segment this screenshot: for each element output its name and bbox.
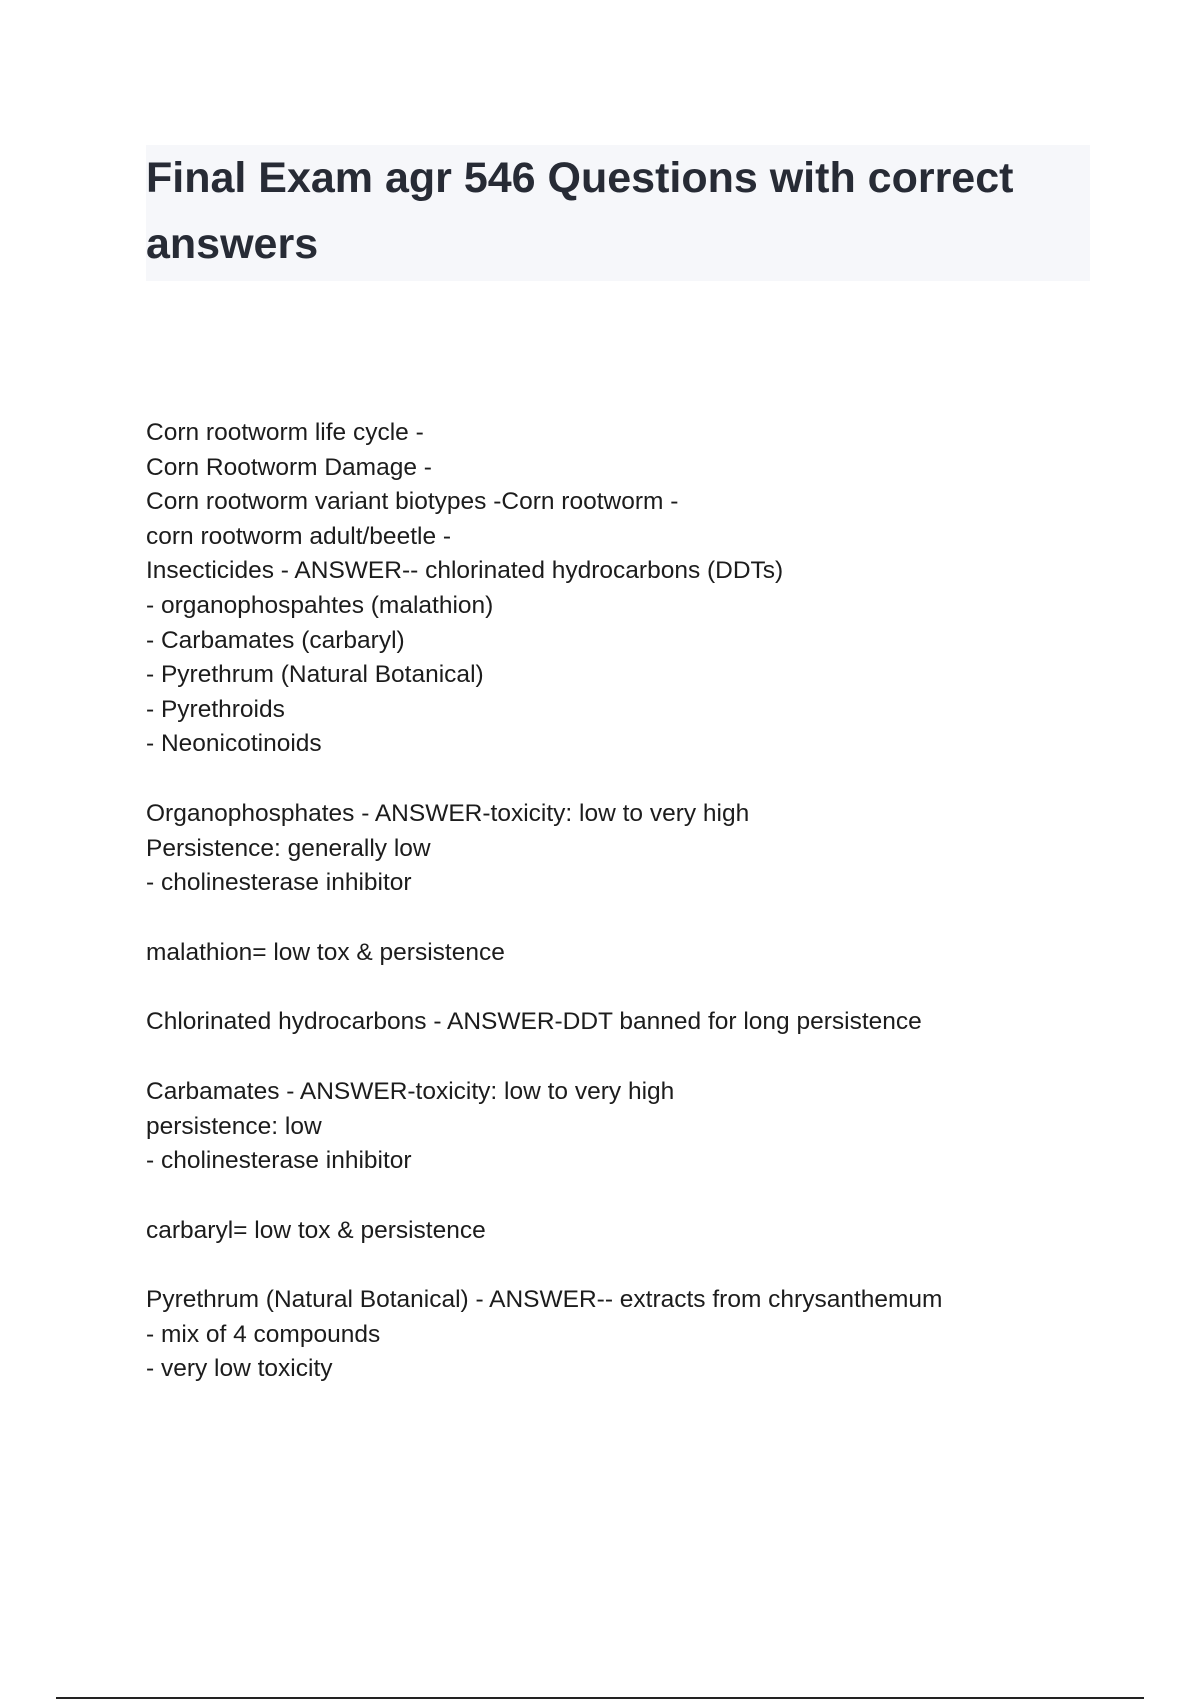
text-line: Chlorinated hydrocarbons - ANSWER-DDT banned for long persistence bbox=[146, 1008, 922, 1036]
text-line: Corn Rootworm Damage - bbox=[146, 453, 432, 481]
text-line: - very low toxicity bbox=[146, 1355, 333, 1383]
text-line: - Neonicotinoids bbox=[146, 730, 322, 758]
qa-block-pyrethrum bbox=[146, 1283, 1106, 1387]
text-line: Organophosphates - ANSWER-toxicity: low to very high bbox=[146, 799, 750, 827]
text-line: Insecticides - ANSWER-- chlorinated hydrocarbons (DDTs) bbox=[146, 557, 784, 585]
text-line: Corn rootworm variant biotypes -Corn rootworm - bbox=[146, 488, 679, 516]
qa-block-organophosphates bbox=[146, 797, 1106, 901]
text-line: - cholinesterase inhibitor bbox=[146, 869, 412, 897]
note-block-malathion bbox=[146, 936, 1106, 971]
page-title: Final Exam agr 546 Questions with correct answers bbox=[146, 154, 1014, 268]
text-line: malathion= low tox & persistence bbox=[146, 938, 505, 966]
text-line: carbaryl= low tox & persistence bbox=[146, 1216, 486, 1244]
text-line: Pyrethrum (Natural Botanical) - ANSWER-- extracts from chrysanthemum bbox=[146, 1286, 943, 1314]
text-line: Persistence: generally low bbox=[146, 834, 431, 862]
text-line: - cholinesterase inhibitor bbox=[146, 1147, 412, 1175]
text-line: - mix of 4 compounds bbox=[146, 1320, 381, 1348]
title-banner bbox=[146, 145, 1090, 281]
text-line: - Pyrethroids bbox=[146, 695, 285, 723]
qa-block-carbamates bbox=[146, 1075, 1106, 1179]
text-line: persistence: low bbox=[146, 1112, 322, 1140]
text-line: - Carbamates (carbaryl) bbox=[146, 626, 405, 654]
text-line: Carbamates - ANSWER-toxicity: low to very high bbox=[146, 1077, 675, 1105]
text-line: corn rootworm adult/beetle - bbox=[146, 522, 452, 550]
document-body bbox=[146, 416, 1106, 1422]
text-line: Corn rootworm life cycle - bbox=[146, 419, 424, 446]
text-line: - Pyrethrum (Natural Botanical) bbox=[146, 661, 484, 689]
text-line: - organophospahtes (malathion) bbox=[146, 591, 494, 619]
note-block-carbaryl bbox=[146, 1214, 1106, 1249]
footer-divider bbox=[56, 1697, 1144, 1699]
qa-block-insecticides bbox=[146, 416, 1106, 762]
qa-block-chlorinated-hydrocarbons bbox=[146, 1005, 1106, 1040]
